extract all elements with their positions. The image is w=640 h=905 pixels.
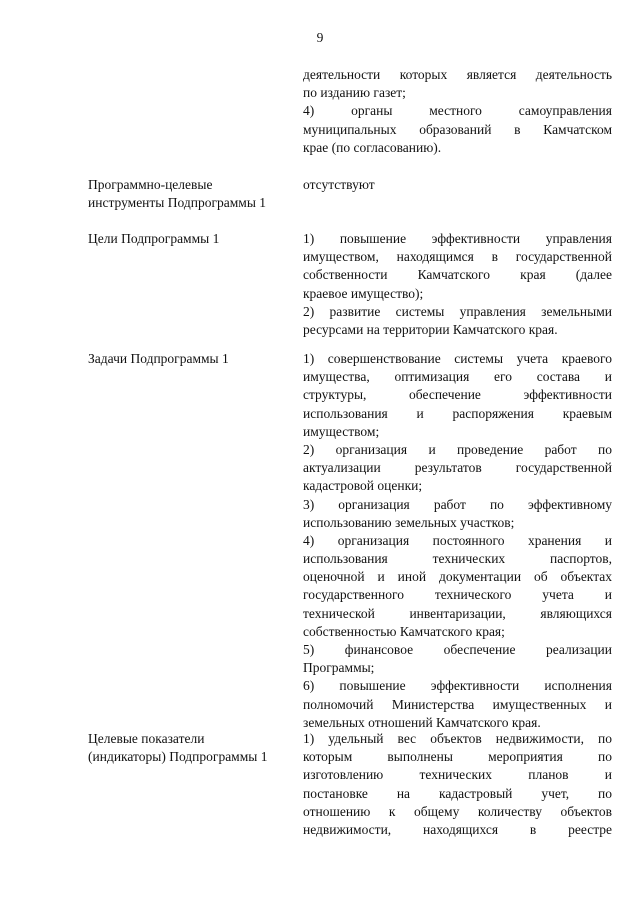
content-line: которым выполнены мероприятия по (303, 749, 612, 765)
row-label (88, 350, 293, 368)
content-line: муниципальных образований в Камчатском (303, 121, 612, 137)
label-line: инструменты Подпрограммы 1 (88, 195, 267, 211)
content-line: структуры, обеспечение эффективности (303, 387, 612, 403)
content-line: имуществом; (303, 423, 380, 439)
label-line: (индикаторы) Подпрограммы 1 (88, 749, 268, 765)
content-line: ресурсами на территории Камчатского края. (303, 321, 558, 337)
content-line: собственностью Камчатского края; (303, 623, 505, 639)
content-line: Программы; (303, 660, 375, 676)
content-line: 1) повышение эффективности управления (303, 231, 612, 246)
content-line: 3) организация работ по эффективному (303, 496, 612, 512)
content-line: имуществом, находящимся в государственной (303, 249, 612, 265)
label-line: Задачи Подпрограммы 1 (88, 351, 229, 366)
content-line: актуализации результатов государственной (303, 460, 612, 476)
content-line: 6) повышение эффективности исполнения (303, 678, 612, 694)
page-number: 9 (316, 30, 324, 45)
content-line: имущества, оптимизация его состава и (303, 369, 612, 385)
content-line: отношению к общему количеству объектов (303, 803, 612, 819)
row-label (88, 176, 293, 212)
content-line: собственности Камчатского края (далее (303, 267, 612, 283)
content-line: земельных отношений Камчатского края. (303, 714, 541, 730)
content-line: недвижимости, находящихся в реестре (303, 821, 612, 837)
content-line: использованию земельных участков; (303, 514, 515, 530)
label-line: Программно-целевые (88, 177, 213, 192)
content-line: краевое имущество); (303, 285, 424, 301)
content-line: технической инвентаризации, являющихся (303, 605, 612, 621)
content-line: оценочной и иной документации об объектах (303, 569, 612, 585)
label-line: Цели Подпрограммы 1 (88, 231, 220, 246)
content-line: 4) организация постоянного хранения и (303, 532, 612, 548)
row-label (88, 730, 293, 766)
content-line: постановке на кадастровый учет, по (303, 785, 612, 801)
content-line: 4) органы местного самоуправления (303, 103, 612, 119)
content-line: 1) удельный вес объектов недвижимости, по (303, 731, 612, 746)
content-line: 5) финансовое обеспечение реализации (303, 642, 612, 657)
row-content (303, 66, 612, 157)
content-line: государственного технического учета и (303, 587, 612, 603)
content-line: крае (по согласованию). (303, 139, 442, 155)
content-line: по изданию газет; (303, 85, 406, 101)
content-line: 2) организация и проведение работ по (303, 441, 612, 457)
content-line: отсутствуют (303, 177, 375, 192)
label-line: Целевые показатели (88, 731, 205, 746)
content-line: кадастровой оценки; (303, 478, 423, 494)
row-content (303, 176, 612, 194)
row-content (303, 730, 612, 839)
content-line: изготовлению технических планов и (303, 767, 612, 783)
content-line: полномочий Министерства имущественных и (303, 696, 612, 712)
row-content (303, 230, 612, 339)
row-label (88, 230, 293, 248)
content-line: 2) развитие системы управления земельными (303, 303, 612, 319)
row-content (303, 350, 612, 732)
content-line: использования и распоряжения краевым (303, 405, 612, 421)
content-line: деятельности которых является деятельность (303, 67, 612, 82)
content-line: 1) совершенствование системы учета краевого (303, 351, 612, 366)
content-line: использования технических паспортов, (303, 551, 612, 567)
